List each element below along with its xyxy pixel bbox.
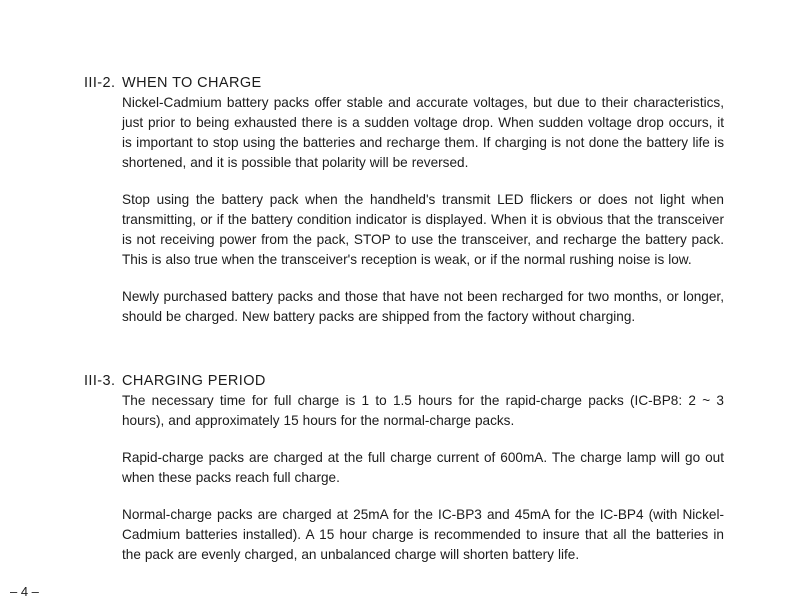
page-number: – 4 – xyxy=(10,584,39,599)
section-heading xyxy=(84,371,724,391)
section-heading xyxy=(84,73,724,93)
paragraph: The necessary time for full charge is 1 to 1.5 hours for the rapid-charge packs (IC-BP8: 2 ~ 3 hours), and approximately 15 hours for the normal-charge packs. xyxy=(122,393,724,428)
section-when-to-charge xyxy=(84,73,724,327)
paragraph: Stop using the battery pack when the handheld's transmit LED flickers or does not light when transmitting, or if the battery condition indicator is displayed. When it is obvious that the transceiver is not receiving power from the pack, STOP to use the transceiver, and recharge the battery pack. This is also true when the transceiver's reception is weak, or if the normal rushing noise is low. xyxy=(122,192,724,267)
section-charging-period xyxy=(84,371,724,565)
paragraph: Normal-charge packs are charged at 25mA for the IC-BP3 and 45mA for the IC-BP4 (with Nickel-Cadmium batteries installed). A 15 hour charge is recommended to insure that all the batteries in the pack are evenly charged, an unbalanced charge will shorten battery life. xyxy=(122,507,724,562)
paragraph: Nickel-Cadmium battery packs offer stable and accurate voltages, but due to their characteristics, just prior to being exhausted there is a sudden voltage drop. When sudden voltage drop occurs, it is important to stop using the batteries and recharge them. If charging is not done the battery life is shortened, and it is possible that polarity will be reversed. xyxy=(122,95,724,170)
section-number: III-3. xyxy=(84,373,116,389)
paragraph: Rapid-charge packs are charged at the full charge current of 600mA. The charge lamp will go out when these packs reach full charge. xyxy=(122,450,724,485)
section-number: III-2. xyxy=(84,75,116,91)
section-title: WHEN TO CHARGE xyxy=(122,75,262,91)
section-title: CHARGING PERIOD xyxy=(122,373,266,389)
paragraph: Newly purchased battery packs and those that have not been recharged for two months, or longer, should be charged. New battery packs are shipped from the factory without charging. xyxy=(122,289,724,324)
